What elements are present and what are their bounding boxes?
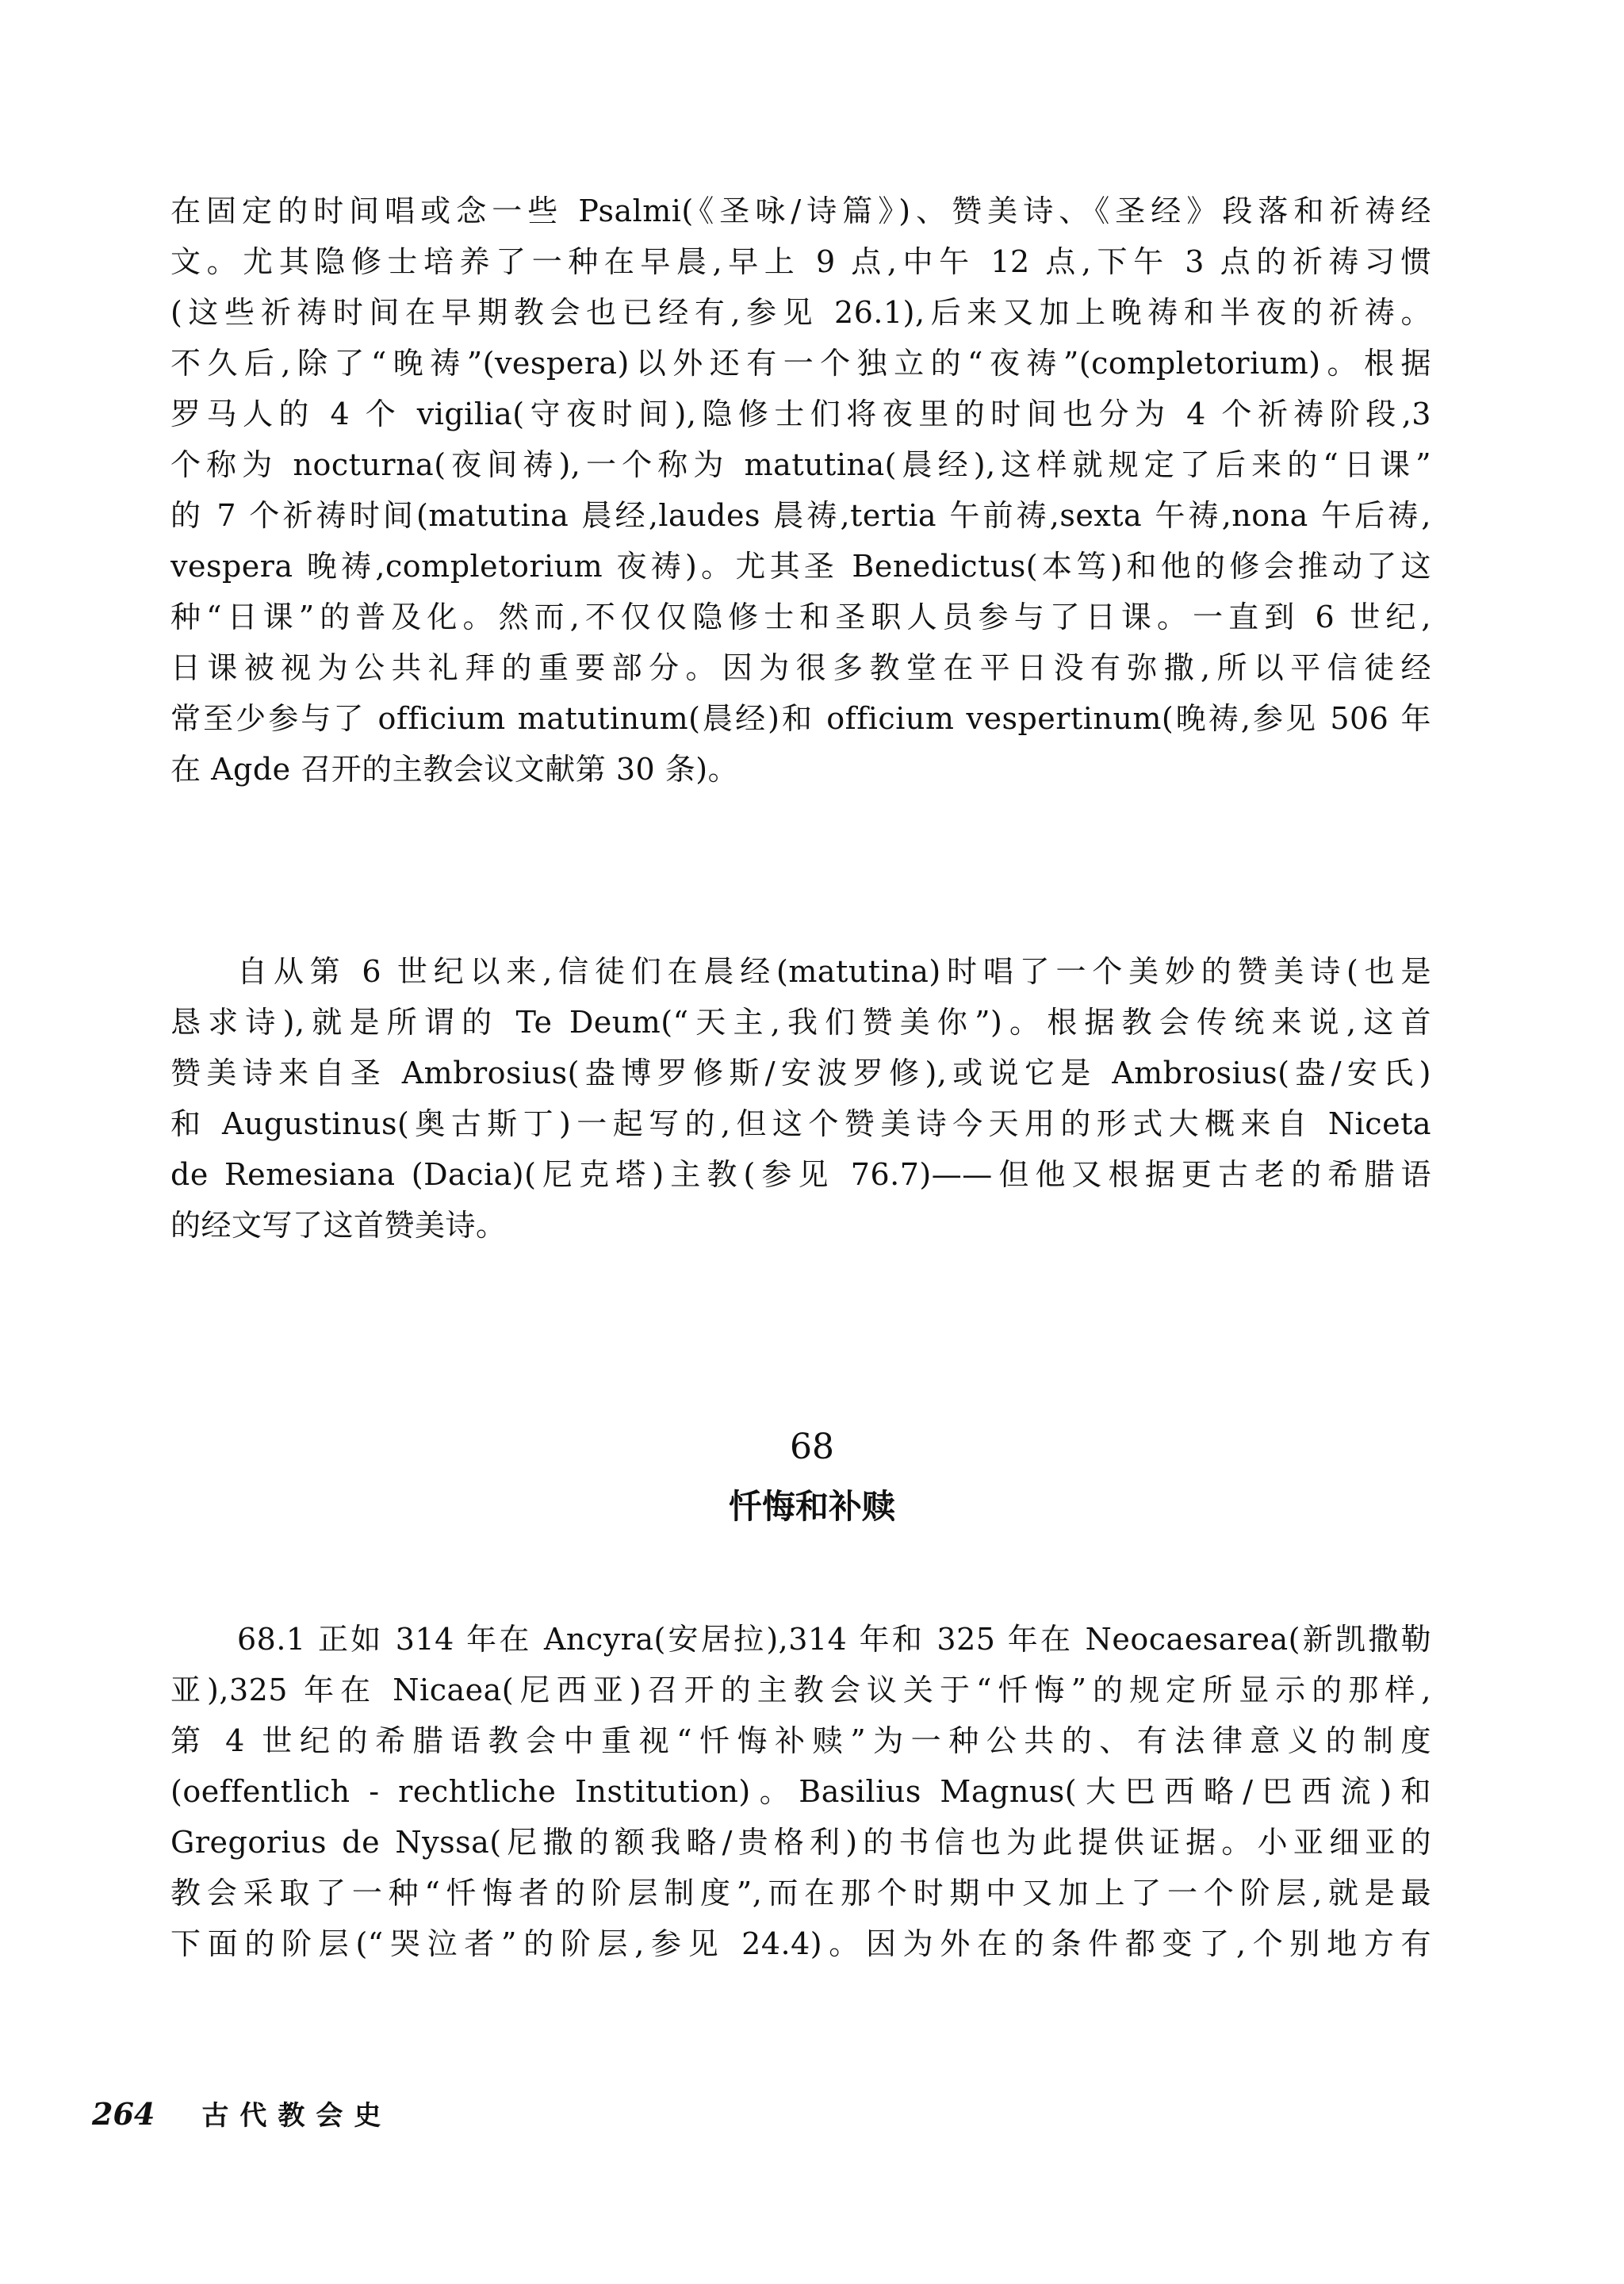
text-line: 文。尤其隐修士培养了一种在早晨,早上 9 点,中午 12 点,下午 3 点的祈祷习惯 [170, 244, 1431, 279]
page-number: 264 [92, 2096, 155, 2132]
text-line: 在 Agde 召开的主教会议文献第 30 条)。 [170, 752, 739, 787]
text-line: de Remesiana (Dacia)(尼克塔)主教(参见 76.7)——但他又根据更古老的希腊语 [170, 1157, 1431, 1192]
text-line: 的经文写了这首赞美诗。 [170, 1208, 507, 1243]
running-title: 古代教会史 [201, 2100, 393, 2132]
text-line: 不久后,除了“晚祷”(vespera)以外还有一个独立的“夜祷”(completorium)。根据 [170, 346, 1431, 381]
text-line: 亚),325 年在 Nicaea(尼西亚)召开的主教会议关于“忏悔”的规定所显示的那样, [170, 1673, 1431, 1707]
text-line: 在固定的时间唱或念一些 Psalmi(《圣咏/诗篇》)、赞美诗、《圣经》段落和祈祷经 [170, 194, 1431, 228]
text-line: 和 Augustinus(奥古斯丁)一起写的,但这个赞美诗今天用的形式大概来自 Niceta [170, 1106, 1431, 1141]
paragraph-te-deum [170, 946, 1431, 1251]
text-line: Gregorius de Nyssa(尼撒的额我略/贵格利)的书信也为此提供证据。小亚细亚的 [170, 1825, 1431, 1860]
text-line: 下面的阶层(“哭泣者”的阶层,参见 24.4)。因为外在的条件都变了,个别地方有 [170, 1926, 1431, 1961]
chapter-number: 68 [790, 1427, 834, 1467]
page-footer [92, 2090, 392, 2138]
text-line: 的 7 个祈祷时间(matutina 晨经,laudes 晨祷,tertia 午前祷,sexta 午祷,nona 午后祷, [170, 498, 1431, 533]
text-line: (oeffentlich - rechtliche Institution)。Basilius Magnus(大巴西略/巴西流)和 [170, 1774, 1431, 1809]
text-line: 赞美诗来自圣 Ambrosius(盎博罗修斯/安波罗修),或说它是 Ambrosius(盎/安氏) [170, 1056, 1431, 1090]
text-line: 个称为 nocturna(夜间祷),一个称为 matutina(晨经),这样就规定了后来的“日课” [170, 447, 1431, 482]
text-line: 常至少参与了 officium matutinum(晨经)和 officium vespertinum(晚祷,参见 506 年 [170, 701, 1431, 736]
chapter-title: 忏悔和补赎 [728, 1487, 895, 1526]
paragraph-daily-office [170, 186, 1431, 795]
paragraph-penance [170, 1614, 1431, 1969]
text-line: 日课被视为公共礼拜的重要部分。因为很多教堂在平日没有弥撒,所以平信徒经 [170, 650, 1431, 685]
text-line: vespera 晚祷,completorium 夜祷)。尤其圣 Benedictus(本笃)和他的修会推动了这 [170, 549, 1431, 584]
text-line: 种“日课”的普及化。然而,不仅仅隐修士和圣职人员参与了日课。一直到 6 世纪, [170, 600, 1431, 634]
text-line: 68.1 正如 314 年在 Ancyra(安居拉),314 年和 325 年在 Neocaesarea(新凯撒勒 [237, 1622, 1431, 1657]
text-line: (这些祈祷时间在早期教会也已经有,参见 26.1),后来又加上晚祷和半夜的祈祷。 [170, 295, 1431, 330]
text-line: 第 4 世纪的希腊语教会中重视“忏悔补赎”为一种公共的、有法律意义的制度 [170, 1723, 1431, 1758]
text-line: 恳求诗),就是所谓的 Te Deum(“天主,我们赞美你”)。根据教会传统来说,这首 [170, 1005, 1431, 1040]
text-line: 自从第 6 世纪以来,信徒们在晨经(matutina)时唱了一个美妙的赞美诗(也是 [237, 954, 1431, 989]
text-line: 罗马人的 4 个 vigilia(守夜时间),隐修士们将夜里的时间也分为 4 个祈祷阶段,3 [170, 397, 1431, 431]
text-line: 教会采取了一种“忏悔者的阶层制度”,而在那个时期中又加上了一个阶层,就是最 [170, 1876, 1431, 1910]
